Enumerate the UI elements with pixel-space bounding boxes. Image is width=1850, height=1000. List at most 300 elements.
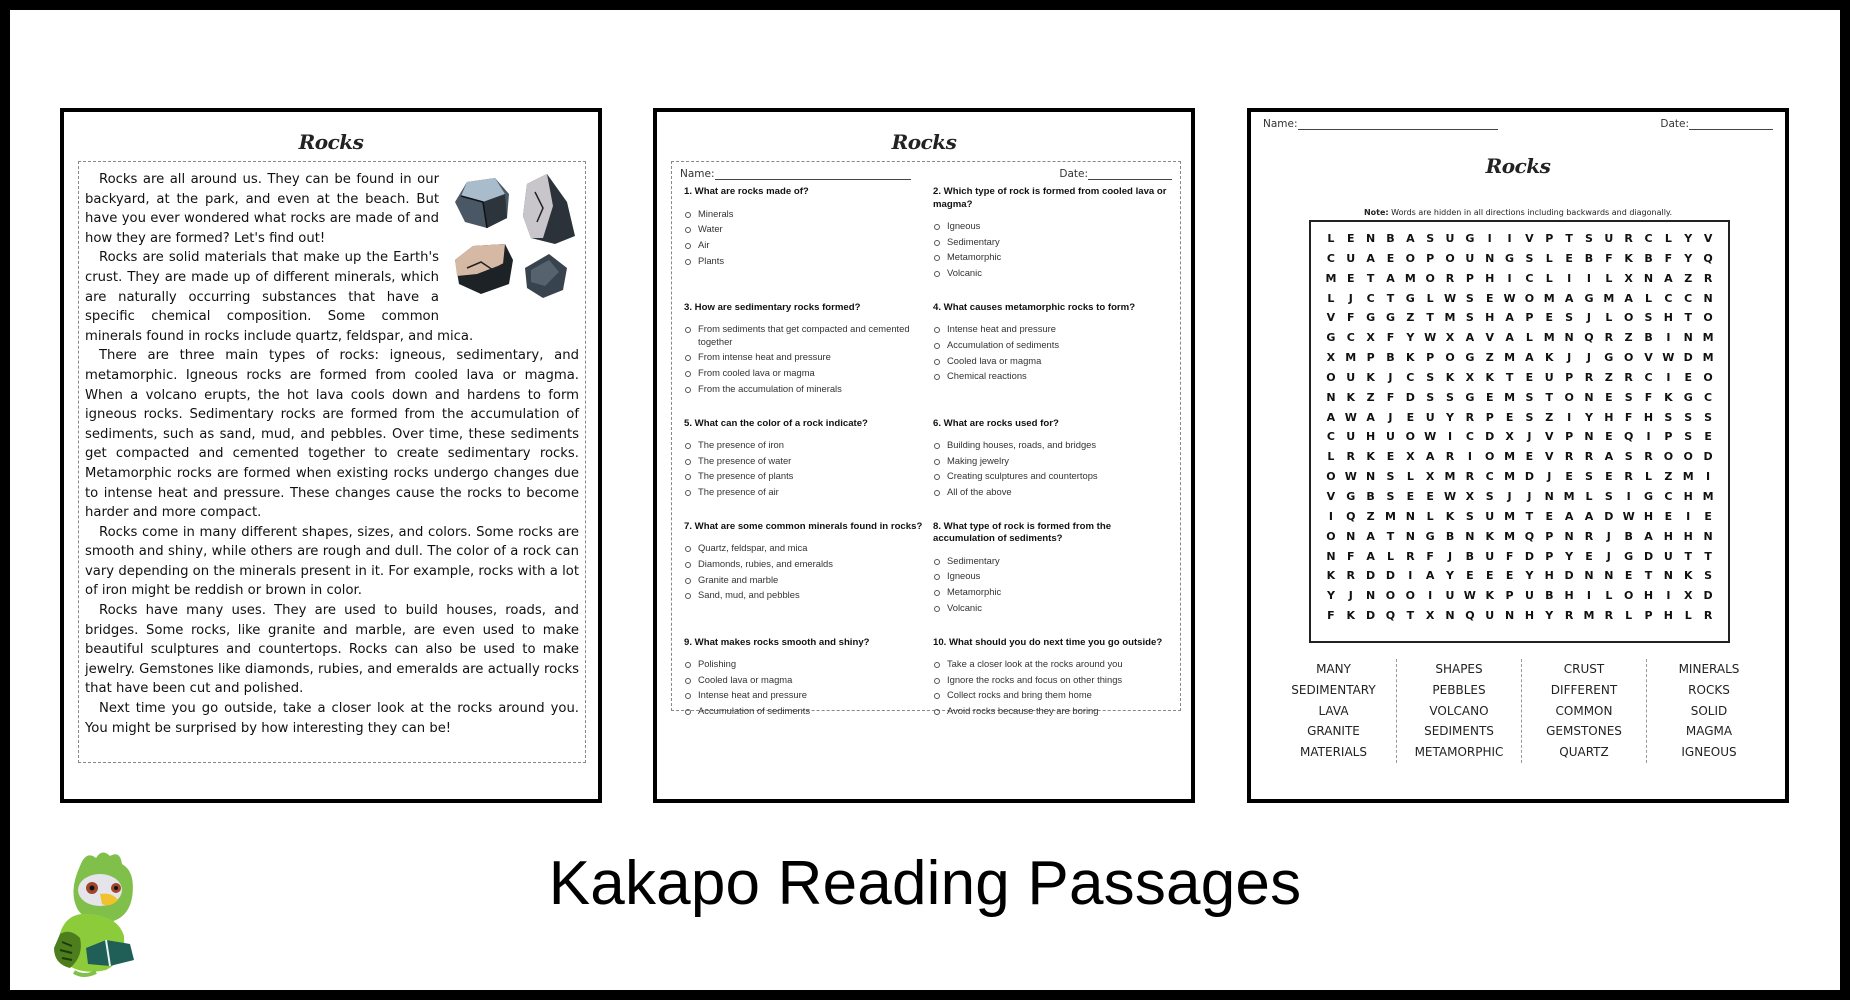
answer-option: The presence of water <box>684 455 923 468</box>
grid-letter: O <box>1683 450 1693 464</box>
word-bank-column-4 <box>1646 659 1771 763</box>
passage-page <box>60 108 602 803</box>
grid-letter: O <box>1524 291 1535 305</box>
grid-letter: A <box>1644 529 1653 543</box>
grid-letter: E <box>1406 489 1415 503</box>
word-bank-item: PEBBLES <box>1432 682 1486 697</box>
grid-letter: W <box>1424 430 1437 444</box>
grid-letter: V <box>1326 489 1336 503</box>
grid-letter: L <box>1625 609 1633 623</box>
grid-letter: V <box>1525 232 1534 245</box>
answer-option: Granite and marble <box>684 574 923 587</box>
grid-letter: W <box>1443 291 1457 305</box>
grid-letter: S <box>1684 430 1693 444</box>
answer-options <box>933 555 1172 615</box>
grid-letter: H <box>1663 609 1673 623</box>
grid-letter: O <box>1385 589 1396 603</box>
grid-letter: K <box>1683 569 1693 583</box>
grid-letter: B <box>1366 489 1375 503</box>
grid-letter: E <box>1466 569 1474 583</box>
grid-letter: L <box>1327 291 1335 305</box>
answer-options <box>933 220 1172 280</box>
grid-letter: E <box>1426 489 1434 503</box>
name-date-row <box>1263 118 1773 130</box>
grid-letter: G <box>1425 529 1435 543</box>
answer-option: From the accumulation of minerals <box>684 383 923 396</box>
grid-letter: W <box>1463 589 1476 603</box>
grid-letter: J <box>1586 311 1592 325</box>
grid-letter: M <box>1563 489 1575 503</box>
grid-letter: F <box>1347 311 1355 325</box>
grid-letter: E <box>1605 390 1613 404</box>
grid-letter: R <box>1604 609 1614 623</box>
grid-letter: S <box>1386 489 1395 503</box>
answer-options <box>684 658 923 718</box>
answer-option: Building houses, roads, and bridges <box>933 439 1172 452</box>
grid-letter: C <box>1366 291 1375 305</box>
passage-box <box>78 161 586 763</box>
wordsearch-grid <box>1309 220 1730 643</box>
grid-letter: Y <box>1584 410 1593 424</box>
grid-letter: S <box>1585 470 1593 484</box>
grid-letter: J <box>1348 589 1353 603</box>
grid-letter: Q <box>1465 609 1475 623</box>
answer-option: Accumulation of sediments <box>933 339 1172 352</box>
grid-letter: F <box>1605 251 1613 265</box>
grid-letter: S <box>1704 569 1713 583</box>
grid-letter: Q <box>1703 251 1713 265</box>
grid-letter: M <box>1702 351 1714 365</box>
grid-letter: P <box>1465 271 1474 285</box>
grid-letter: I <box>1408 569 1413 583</box>
grid-letter: N <box>1584 430 1594 444</box>
grid-letter: L <box>1605 589 1613 603</box>
grid-letter: E <box>1605 430 1613 444</box>
question-text: 6. What are rocks used for? <box>933 417 1059 429</box>
name-label: Name: <box>680 168 715 180</box>
quiz-question-4 <box>929 298 1172 399</box>
grid-letter: G <box>1644 489 1654 503</box>
wordsearch-title: Rocks <box>1485 154 1551 178</box>
answer-options <box>684 323 923 395</box>
grid-letter: G <box>1505 251 1515 265</box>
grid-letter: G <box>1604 351 1614 365</box>
grid-letter: U <box>1544 370 1554 384</box>
grid-letter: X <box>1465 489 1475 503</box>
question-text: 2. Which type of rock is formed from cooled lava or magma? <box>933 186 1167 210</box>
grid-letter: P <box>1565 370 1574 384</box>
name-blank <box>715 169 911 180</box>
grid-letter: T <box>1366 271 1375 285</box>
grid-letter: Y <box>1446 410 1454 424</box>
grid-letter: M <box>1504 450 1516 464</box>
grid-letter: X <box>1505 430 1514 444</box>
grid-letter: Y <box>1326 589 1335 603</box>
grid-letter: D <box>1564 569 1574 583</box>
grid-letter: R <box>1584 370 1594 384</box>
grid-letter: K <box>1366 370 1375 384</box>
grid-letter: B <box>1386 351 1395 365</box>
grid-letter: B <box>1465 549 1475 563</box>
grid-letter: R <box>1624 232 1633 245</box>
grid-letter: L <box>1545 251 1553 265</box>
grid-letter: K <box>1545 351 1554 365</box>
grid-letter: N <box>1703 529 1713 543</box>
grid-letter: T <box>1545 390 1554 404</box>
grid-letter: T <box>1386 529 1395 543</box>
grid-letter: R <box>1346 450 1355 464</box>
grid-letter: M <box>1543 291 1555 305</box>
passage-paragraph-5: Rocks have many uses. They are used to build houses, roads, and bridges. Some rocks, like granite and marble, are even used to make beautiful sculptures and countertops. Rocks can also be used to make jewelry. Gemstones like diamonds, rubies, and emeralds are actually rocks that have been cut and polished. <box>85 603 579 697</box>
grid-letter: J <box>1586 351 1592 365</box>
grid-letter: E <box>1347 232 1355 245</box>
answer-options <box>684 542 923 602</box>
grid-letter: A <box>1425 450 1435 464</box>
answer-option: Diamonds, rubies, and emeralds <box>684 558 923 571</box>
word-bank-item: MANY <box>1316 662 1351 676</box>
grid-letter: V <box>1326 311 1336 325</box>
word-bank <box>1271 659 1771 763</box>
grid-letter: R <box>1465 410 1475 424</box>
grid-letter: X <box>1683 589 1693 603</box>
word-bank-item: METAMORPHIC <box>1414 745 1504 760</box>
grid-letter: M <box>1504 351 1516 365</box>
quiz-box <box>671 161 1181 717</box>
grid-letter: O <box>1405 430 1415 444</box>
grid-letter: M <box>1384 509 1396 523</box>
grid-letter: T <box>1386 291 1395 305</box>
grid-letter: I <box>1706 470 1711 484</box>
grid-letter: W <box>1344 470 1357 484</box>
grid-letter: D <box>1703 450 1713 464</box>
grid-letter: N <box>1604 569 1614 583</box>
quiz-question-1 <box>680 182 923 283</box>
grid-letter: K <box>1445 370 1455 384</box>
grid-letter: X <box>1624 271 1633 285</box>
grid-letter: K <box>1346 609 1356 623</box>
grid-letter: I <box>1487 232 1492 245</box>
grid-letter: R <box>1445 450 1455 464</box>
answer-options <box>684 439 923 499</box>
word-bank-item: MAGMA <box>1685 724 1733 739</box>
grid-letter: X <box>1425 470 1435 484</box>
grid-letter: J <box>1447 549 1453 563</box>
name-blank <box>1298 119 1498 130</box>
grid-letter: J <box>1527 430 1532 444</box>
word-bank-item: ROCKS <box>1688 682 1730 697</box>
grid-letter: C <box>1346 331 1355 345</box>
grid-letter: R <box>1445 271 1455 285</box>
grid-letter: M <box>1583 609 1595 623</box>
passage-paragraph-1: Rocks are all around us. They can be found in our backyard, at the park, and even at the beach. But have you ever wondered what rocks are made of and how they are formed? Let's find out! <box>85 172 439 246</box>
question-text: 3. How are sedimentary rocks formed? <box>684 301 861 313</box>
grid-letter: V <box>1485 331 1494 345</box>
grid-letter: J <box>1527 489 1532 503</box>
grid-letter: S <box>1624 450 1633 464</box>
grid-letter: O <box>1485 450 1495 464</box>
question-text: 9. What makes rocks smooth and shiny? <box>684 636 870 648</box>
grid-letter: E <box>1406 410 1415 424</box>
grid-letter: S <box>1485 489 1494 503</box>
grid-letter: D <box>1366 569 1376 583</box>
grid-letter: L <box>1426 509 1434 523</box>
grid-letter: I <box>1646 430 1651 444</box>
grid-letter: F <box>1426 549 1434 563</box>
passage-title: Rocks <box>298 130 364 154</box>
grid-letter: J <box>1388 410 1393 424</box>
grid-letter: T <box>1684 549 1692 563</box>
passage-paragraph-6: Next time you go outside, take a closer look at the rocks around you. You might be surprised by how interesting they can be! <box>85 701 579 736</box>
grid-letter: L <box>1645 470 1653 484</box>
grid-letter: M <box>1345 351 1357 365</box>
grid-letter: P <box>1545 549 1554 563</box>
grid-letter: C <box>1644 370 1653 384</box>
word-bank-item: LAVA <box>1318 703 1349 718</box>
grid-letter: P <box>1426 351 1435 365</box>
grid-letter: S <box>1664 410 1673 424</box>
grid-letter: E <box>1485 390 1494 404</box>
grid-letter: M <box>1702 331 1714 345</box>
grid-letter: E <box>1545 509 1554 523</box>
grid-letter: N <box>1663 569 1673 583</box>
date-field <box>1059 168 1172 180</box>
grid-letter: R <box>1584 450 1594 464</box>
grid-letter: A <box>1366 549 1375 563</box>
grid-letter: A <box>1366 410 1375 424</box>
grid-letter: I <box>1626 489 1631 503</box>
grid-letter: F <box>1386 331 1395 345</box>
answer-options <box>684 208 923 268</box>
word-bank-column-3 <box>1521 659 1646 763</box>
grid-letter: R <box>1604 331 1614 345</box>
grid-letter: Y <box>1406 331 1415 345</box>
grid-letter: E <box>1525 450 1534 464</box>
grid-letter: M <box>1603 291 1615 305</box>
grid-letter: H <box>1366 430 1376 444</box>
grid-letter: V <box>1703 232 1713 245</box>
grid-letter: K <box>1485 370 1494 384</box>
answer-option: Avoid rocks because they are boring <box>933 705 1172 718</box>
grid-letter: D <box>1485 430 1495 444</box>
grid-letter: G <box>1584 291 1594 305</box>
grid-letter: I <box>1567 271 1572 285</box>
grid-letter: C <box>1525 271 1534 285</box>
grid-letter: U <box>1386 430 1395 444</box>
grid-letter: I <box>1567 410 1572 424</box>
answer-option: All of the above <box>933 486 1172 499</box>
grid-letter: I <box>1467 450 1472 464</box>
word-bank-item: SEDIMENTARY <box>1291 682 1376 697</box>
date-field <box>1660 118 1773 130</box>
grid-letter: A <box>1564 509 1574 523</box>
grid-letter: M <box>1702 489 1714 503</box>
grid-letter: H <box>1604 410 1614 424</box>
word-bank-item: GRANITE <box>1307 724 1360 739</box>
answer-option: Take a closer look at the rocks around you <box>933 658 1172 671</box>
grid-letter: E <box>1386 450 1395 464</box>
grid-letter: N <box>1326 549 1336 563</box>
grid-letter: J <box>1547 470 1552 484</box>
grid-letter: N <box>1504 609 1515 623</box>
grid-letter: P <box>1525 311 1534 325</box>
grid-letter: H <box>1544 569 1554 583</box>
answer-option: The presence of air <box>684 486 923 499</box>
grid-letter: F <box>1664 251 1673 265</box>
grid-letter: W <box>1443 489 1457 503</box>
grid-letter: S <box>1604 489 1613 503</box>
grid-letter: J <box>1606 549 1611 563</box>
word-bank-item: MATERIALS <box>1300 745 1367 760</box>
grid-letter: A <box>1604 450 1614 464</box>
grid-letter: N <box>1445 609 1455 623</box>
answer-option: From intense heat and pressure <box>684 351 923 364</box>
grid-letter: F <box>1347 549 1355 563</box>
grid-letter: E <box>1347 271 1355 285</box>
grid-letter: E <box>1485 291 1494 305</box>
grid-letter: S <box>1426 390 1435 404</box>
grid-letter: I <box>1328 509 1333 523</box>
grid-letter: A <box>1465 331 1475 345</box>
grid-letter: N <box>1564 529 1574 543</box>
grid-letter: K <box>1624 251 1633 265</box>
grid-letter: T <box>1704 549 1712 563</box>
answer-option: Igneous <box>933 570 1172 583</box>
answer-option: Making jewelry <box>933 455 1172 468</box>
name-field <box>1263 118 1498 130</box>
grid-letter: Q <box>1346 509 1356 523</box>
grid-letter: X <box>1465 370 1475 384</box>
quiz-question-8 <box>929 517 1172 618</box>
answer-option: Sedimentary <box>933 555 1172 568</box>
grid-letter: A <box>1386 271 1395 285</box>
question-text: 7. What are some common minerals found in rocks? <box>684 520 923 532</box>
grid-letter: H <box>1663 529 1673 543</box>
grid-letter: L <box>1585 489 1593 503</box>
grid-letter: K <box>1366 450 1375 464</box>
answer-option: Intense heat and pressure <box>684 689 923 702</box>
grid-letter: T <box>1565 232 1573 245</box>
word-bank-item: SHAPES <box>1435 662 1483 676</box>
grid-letter: N <box>1465 529 1475 543</box>
note-text: Words are hidden in all directions including backwards and diagonally. <box>1388 208 1673 217</box>
answer-option: Sedimentary <box>933 236 1172 249</box>
brand-title: Kakapo Reading Passages <box>548 849 1302 918</box>
name-date-row <box>680 168 1172 180</box>
grid-letter: S <box>1426 232 1435 245</box>
question-text: 1. What are rocks made of? <box>684 186 809 197</box>
grid-letter: I <box>1507 271 1512 285</box>
answer-option: Igneous <box>933 220 1172 233</box>
grid-letter: Y <box>1446 569 1454 583</box>
grid-letter: N <box>1584 569 1594 583</box>
grid-letter: B <box>1545 589 1554 603</box>
grid-letter: U <box>1445 589 1455 603</box>
grid-letter: F <box>1386 390 1395 404</box>
answer-option: Intense heat and pressure <box>933 323 1172 336</box>
grid-letter: P <box>1426 251 1435 265</box>
name-field <box>680 168 911 180</box>
grid-letter: F <box>1505 549 1514 563</box>
grid-letter: K <box>1326 569 1336 583</box>
grid-letter: O <box>1326 370 1336 384</box>
grid-letter: I <box>1666 589 1671 603</box>
grid-letter: J <box>1567 351 1572 365</box>
grid-letter: K <box>1485 529 1494 543</box>
grid-letter: B <box>1644 251 1653 265</box>
answer-option: Water <box>684 223 923 236</box>
grid-letter: Q <box>1623 430 1634 444</box>
grid-letter: I <box>1666 331 1671 345</box>
grid-letter: K <box>1445 509 1455 523</box>
grid-letter: M <box>1504 390 1516 404</box>
grid-letter: O <box>1326 529 1336 543</box>
grid-letter: A <box>1664 271 1673 285</box>
grid-letter: N <box>1703 291 1713 305</box>
grid-letter: E <box>1565 251 1573 265</box>
answer-option: Minerals <box>684 208 923 221</box>
grid-letter: G <box>1366 311 1376 325</box>
answer-options <box>933 439 1172 499</box>
answer-option: Sand, mud, and pebbles <box>684 589 923 602</box>
answer-option: Plants <box>684 255 923 268</box>
grid-letter: K <box>1346 390 1356 404</box>
grid-letter: O <box>1703 311 1713 325</box>
grid-letter: L <box>1684 609 1692 623</box>
grid-letter: E <box>1684 370 1692 384</box>
grid-letter: E <box>1386 251 1395 265</box>
grid-letter: X <box>1425 609 1435 623</box>
grid-letter: I <box>1666 370 1671 384</box>
answer-option: Volcanic <box>933 267 1172 280</box>
grid-letter: L <box>1386 549 1394 563</box>
grid-letter: R <box>1624 370 1633 384</box>
grid-letter: K <box>1406 351 1415 365</box>
answer-option: Creating sculptures and countertops <box>933 470 1172 483</box>
answer-option: Air <box>684 239 923 252</box>
grid-letter: I <box>1586 589 1592 603</box>
grid-letter: Z <box>1545 410 1554 424</box>
grid-letter: P <box>1485 410 1494 424</box>
grid-letter: O <box>1405 589 1415 603</box>
grid-letter: N <box>1366 232 1376 245</box>
grid-letter: M <box>1504 509 1516 523</box>
grid-letter: A <box>1505 331 1514 345</box>
quiz-question-9 <box>680 633 923 721</box>
grid-letter: Z <box>1485 351 1494 365</box>
grid-letter: S <box>1446 390 1454 404</box>
grid-letter: G <box>1465 351 1475 365</box>
grid-letter: J <box>1507 489 1512 503</box>
date-blank <box>1689 119 1773 130</box>
grid-letter: I <box>1507 232 1512 245</box>
grid-letter: R <box>1644 450 1653 464</box>
answer-option: Cooled lava or magma <box>933 355 1172 368</box>
grid-letter: N <box>1366 589 1376 603</box>
grid-letter: O <box>1623 311 1634 325</box>
grid-letter: P <box>1644 609 1653 623</box>
rocks-illustration-icon <box>447 172 579 314</box>
quiz-title: Rocks <box>891 130 957 154</box>
grid-letter: U <box>1346 430 1356 444</box>
grid-letter: R <box>1703 609 1713 623</box>
grid-letter: S <box>1525 410 1534 424</box>
grid-letter: E <box>1545 311 1554 325</box>
grid-letter: B <box>1386 232 1395 245</box>
grid-letter: C <box>1326 251 1335 265</box>
grid-letter: H <box>1524 609 1535 623</box>
grid-letter: D <box>1643 549 1654 563</box>
grid-letter: R <box>1346 569 1355 583</box>
